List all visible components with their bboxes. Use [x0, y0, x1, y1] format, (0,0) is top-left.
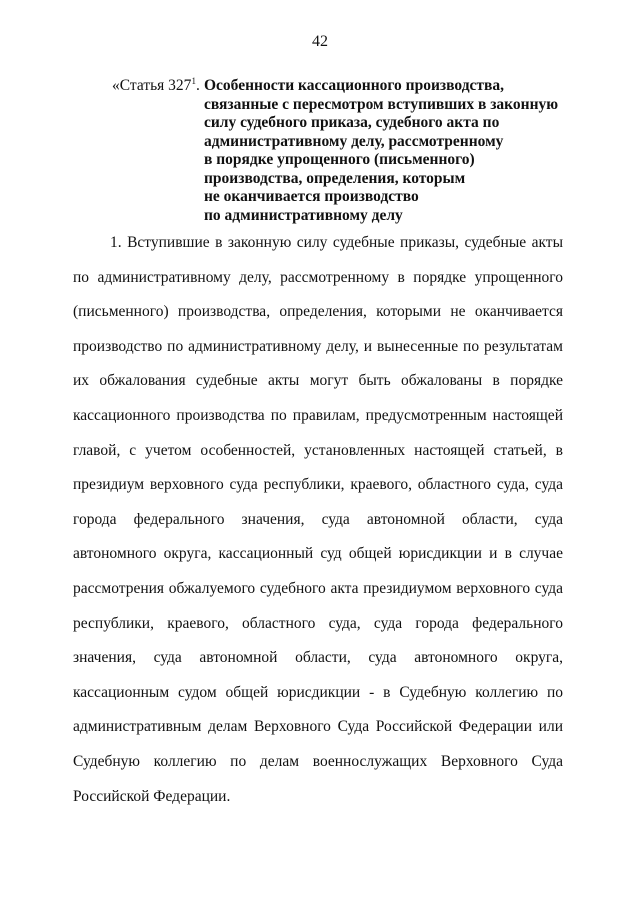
article-title-line: в порядке упрощенного (письменного) [204, 151, 475, 168]
paragraph-line: республики, краевого, областного суда, суда города федерального [73, 614, 563, 632]
paragraph-line: Российской Федерации. [73, 787, 231, 805]
article-number-text: «Статья 327 [112, 77, 192, 94]
article-title [204, 77, 584, 225]
article-number-period: . [195, 77, 200, 94]
paragraph-line: производство по административному делу, и вынесенные по результатам [73, 337, 563, 355]
paragraph-line: города федерального значения, суда автономной области, суда [73, 510, 563, 528]
article-title-line: административному делу, рассмотренному [204, 132, 504, 150]
paragraph-line: значения, суда автономной области, суда автономного округа, [73, 649, 563, 667]
article-title-line: производства, определения, которым [204, 169, 466, 187]
paragraph-line: административным делам Верховного Суда Российской Федерации или [73, 718, 563, 736]
paragraph-line: автономного округа, кассационный суд общей юрисдикции и в случае [73, 545, 563, 563]
article-title-line: Особенности кассационного производства, [204, 77, 505, 94]
paragraph-line: кассационным судом общей юрисдикции - в Судебную коллегию по [73, 683, 563, 701]
paragraph-line: Судебную коллегию по делам военнослужащих Верховного Суда [73, 752, 563, 770]
paragraph-line: президиум верховного суда республики, краевого, областного суда, суда [73, 476, 563, 494]
paragraph-line: главой, с учетом особенностей, установленных настоящей статьей, в [73, 441, 563, 459]
paragraph-line: по административному делу, рассмотренному в порядке упрощенного [73, 268, 563, 286]
paragraph-line: рассмотрения обжалуемого судебного акта президиумом верховного суда [73, 579, 563, 597]
paragraph-line: их обжалования судебные акты могут быть обжалованы в порядке [73, 372, 563, 390]
article-title-line: не оканчивается производство [204, 188, 419, 205]
article-title-line: по административному делу [204, 206, 403, 224]
paragraph-line: (письменного) производства, определения, которыми не оканчивается [73, 303, 563, 321]
article-number-superscript: 1 [191, 76, 196, 86]
article-title-line: силу судебного приказа, судебного акта по [204, 114, 500, 131]
paragraph-line: кассационного производства по правилам, предусмотренным настоящей [73, 406, 563, 424]
paragraph-line: 1. Вступившие в законную силу судебные приказы, судебные акты [110, 234, 563, 251]
paragraph-1 [73, 226, 563, 814]
article-title-line: связанные с пересмотром вступивших в законную [204, 95, 559, 113]
page-number: 42 [312, 33, 328, 50]
article-number [112, 77, 200, 96]
